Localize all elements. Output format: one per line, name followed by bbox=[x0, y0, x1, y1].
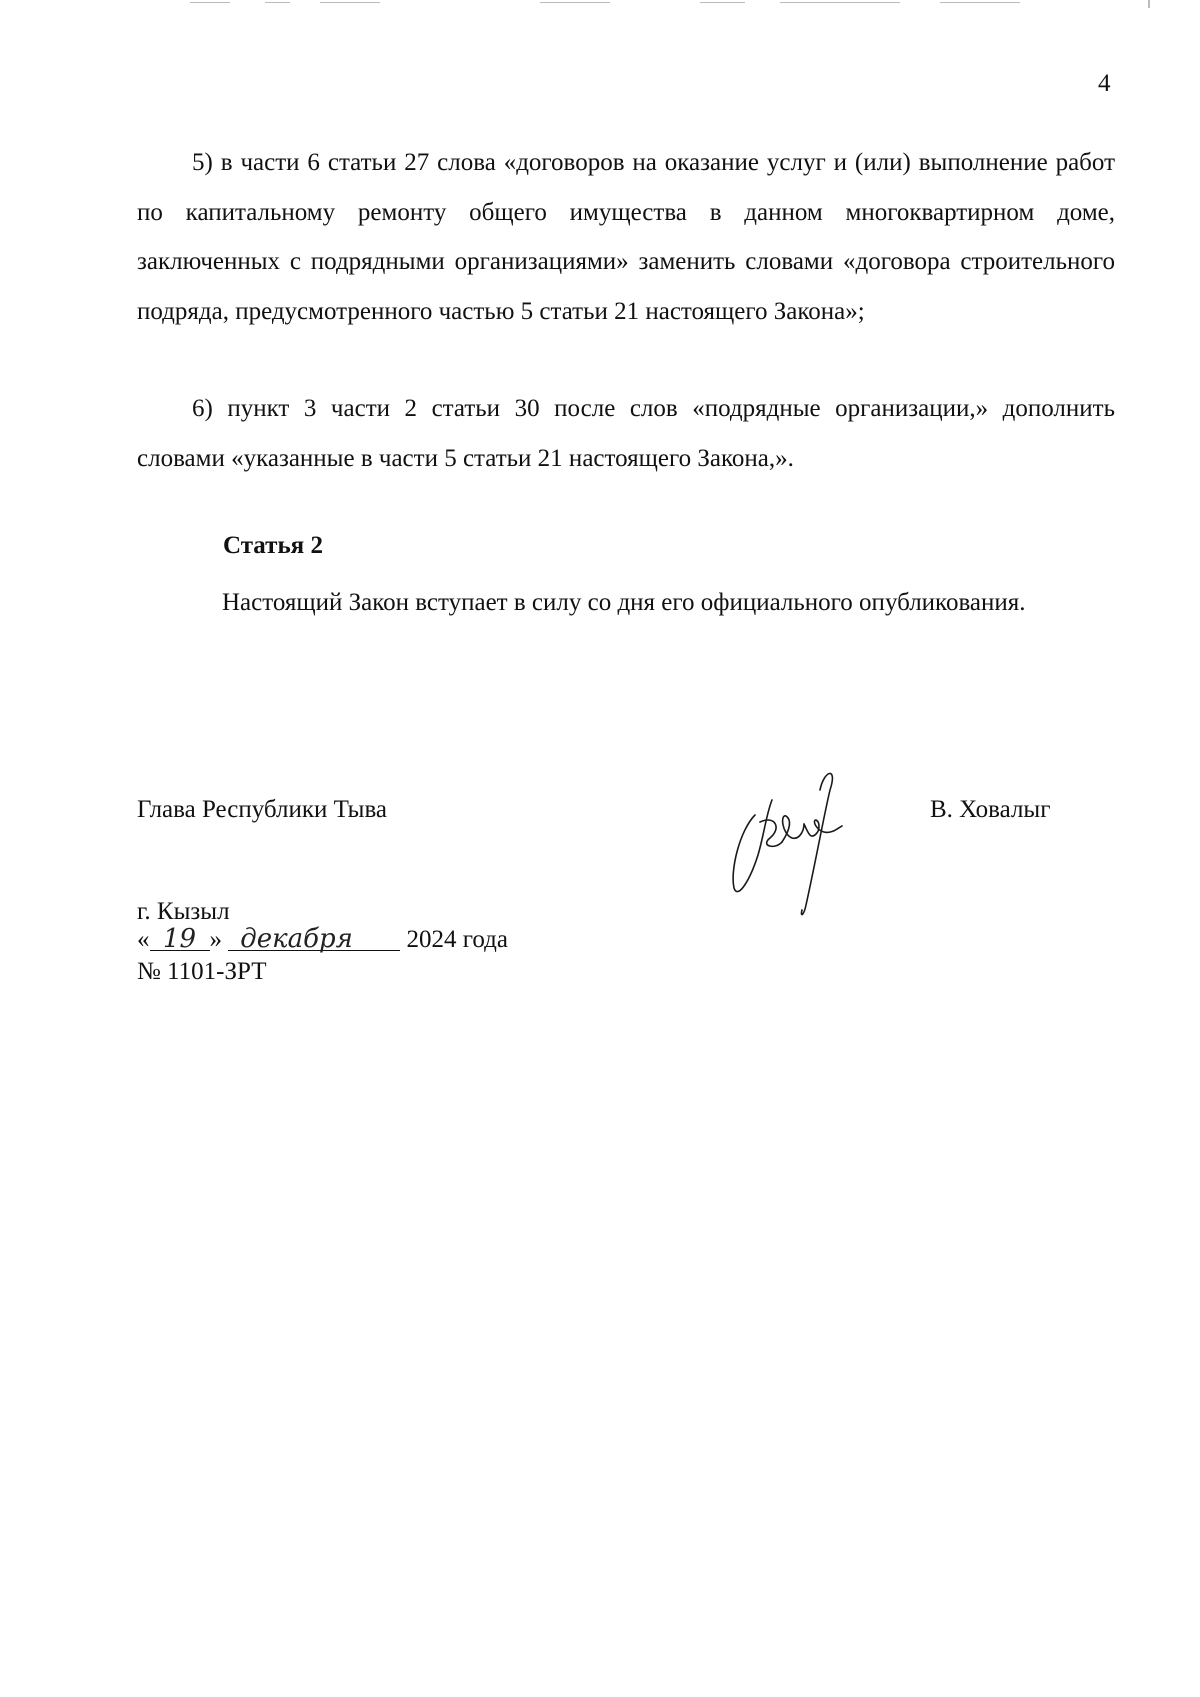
signer-position: Глава Республики Тыва bbox=[137, 796, 388, 823]
paragraph-item-5: 5) в части 6 статьи 27 слова «договоров на оказание услуг и (или) выполнение работ по капитальному ремонту общего имущества в данном многоквартирном доме, заключенных с подрядными организациями» заменить словами «договора строительного подряда, предусмотренного частью 5 статьи 21 настоящего Закона»; bbox=[137, 149, 1115, 325]
date-close-quote: » bbox=[209, 926, 222, 953]
paragraph-item-6: 6) пункт 3 части 2 статьи 30 после слов «подрядные организации,» дополнить словами «указанные в части 5 статьи 21 настоящего Закона,». bbox=[137, 395, 1115, 472]
date-year: 2024 года bbox=[406, 926, 508, 953]
law-number: № 1101-ЗРТ bbox=[137, 958, 267, 985]
article-2-title: Статья 2 bbox=[223, 532, 323, 559]
handwritten-signature bbox=[720, 760, 870, 920]
date-open-quote: « bbox=[137, 926, 150, 953]
scan-edge-artifacts bbox=[0, 0, 1200, 12]
article-2-text: Настоящий Закон вступает в силу со дня его официального опубликования. bbox=[222, 589, 1026, 616]
date-day: 19 bbox=[150, 928, 210, 951]
signer-name: В. Ховалыг bbox=[930, 796, 1051, 823]
date-month: декабря bbox=[228, 928, 400, 951]
city: г. Кызыл bbox=[137, 898, 230, 925]
signing-date bbox=[137, 926, 508, 954]
page-number: 4 bbox=[1098, 70, 1111, 97]
